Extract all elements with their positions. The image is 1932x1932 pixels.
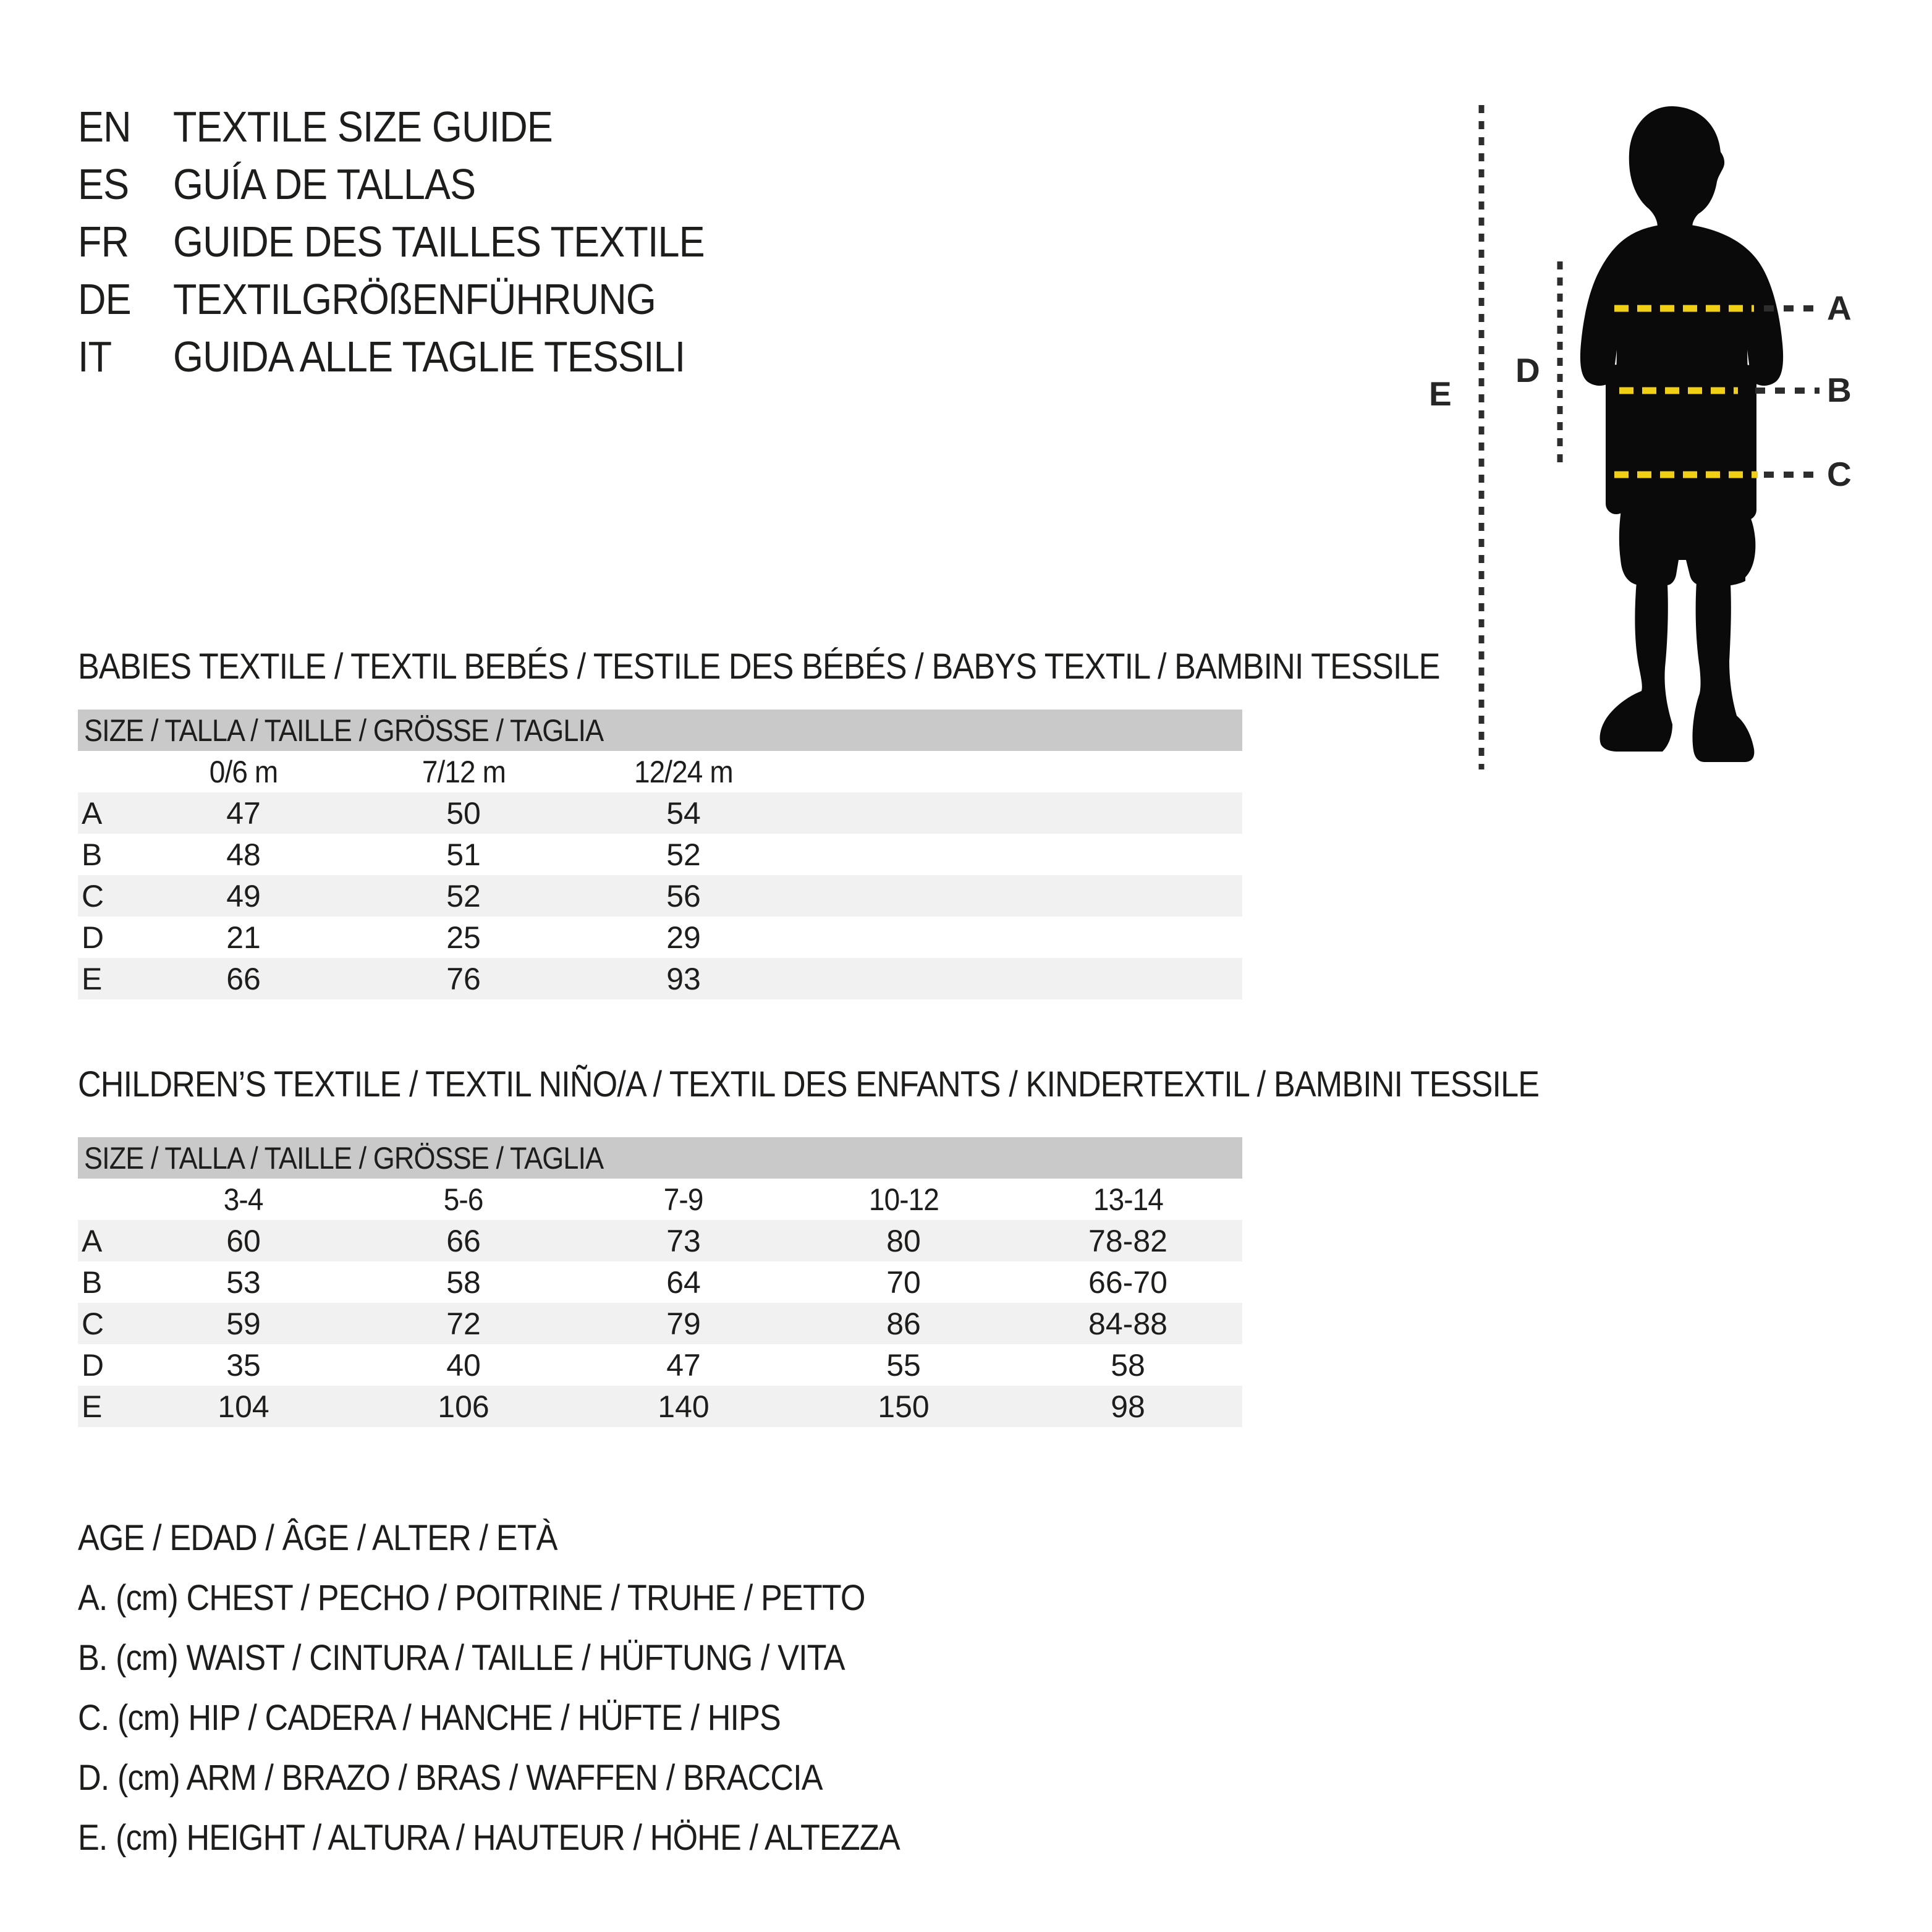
- language-title-block: [78, 98, 763, 385]
- babies-col-0-6m: 0/6 m: [209, 754, 278, 789]
- babies-size-header-text: SIZE / TALLA / TAILLE / GRÖSSE / TAGLIA: [84, 713, 604, 748]
- table-cell: 40: [446, 1347, 481, 1383]
- table-cell: 93: [666, 961, 701, 996]
- measurement-legend: [78, 1508, 991, 1868]
- table-cell: 66: [446, 1223, 481, 1258]
- child-silhouette: [1580, 106, 1783, 762]
- children-col-7-9: 7-9: [664, 1182, 703, 1217]
- legend-chest-text: A. (cm) CHEST / PECHO / POITRINE / TRUHE / PETTO: [78, 1578, 865, 1618]
- table-cell: 55: [886, 1347, 921, 1383]
- table-cell: 150: [878, 1389, 930, 1424]
- table-cell: 58: [446, 1265, 481, 1300]
- children-column-header: [574, 1182, 794, 1218]
- legend-height-text: E. (cm) HEIGHT / ALTURA / HAUTEUR / HÖHE / ALTEZZA: [78, 1818, 900, 1858]
- table-cell: 80: [886, 1223, 921, 1258]
- measure-label-c: C: [1827, 455, 1852, 493]
- table-cell: 21: [226, 920, 261, 955]
- legend-arm-text: D. (cm) ARM / BRAZO / BRAS / WAFFEN / BRACCIA: [78, 1758, 823, 1798]
- children-size-header-text: SIZE / TALLA / TAILLE / GRÖSSE / TAGLIA: [84, 1140, 604, 1176]
- table-cell: 79: [666, 1306, 701, 1341]
- silhouette-head: [1629, 106, 1724, 227]
- silhouette-left-arm: [1606, 365, 1627, 514]
- page-title-fr: GUIDE DES TAILLES TEXTILE: [173, 217, 705, 266]
- legend-line-height: [78, 1808, 991, 1868]
- measure-label-b: B: [1827, 371, 1852, 409]
- table-cell: 70: [886, 1265, 921, 1300]
- table-cell: 106: [438, 1389, 489, 1424]
- children-col-5-6: 5-6: [444, 1182, 483, 1217]
- page-title-de: TEXTILGRÖßENFÜHRUNG: [173, 274, 656, 323]
- children-column-header-row: [78, 1179, 1242, 1220]
- table-cell: 35: [226, 1347, 261, 1383]
- table-row: [78, 834, 1242, 875]
- legend-hip-text: C. (cm) HIP / CADERA / HANCHE / HÜFTE / HIPS: [78, 1698, 781, 1738]
- row-label: A: [82, 795, 103, 831]
- row-label: E: [82, 1389, 103, 1424]
- language-code-en: EN: [78, 102, 131, 151]
- legend-line-waist: [78, 1628, 991, 1688]
- table-cell: 50: [446, 795, 481, 831]
- language-code-es: ES: [78, 159, 129, 208]
- table-cell: 49: [226, 878, 261, 913]
- table-row: [78, 1344, 1242, 1386]
- children-section-title-text: CHILDREN’S TEXTILE / TEXTIL NIÑO/A / TEXTIL DES ENFANTS / KINDERTEXTIL / BAMBINI TESSILE: [78, 1064, 1540, 1104]
- table-cell: 104: [218, 1389, 269, 1424]
- language-row-de: [78, 270, 763, 328]
- measure-label-d: D: [1515, 351, 1540, 389]
- language-row-en: [78, 98, 763, 155]
- table-row: [78, 1220, 1242, 1261]
- legend-line-age: [78, 1508, 991, 1568]
- table-cell: 84-88: [1088, 1306, 1167, 1341]
- children-size-table: [78, 1137, 1242, 1427]
- row-label: C: [82, 878, 104, 913]
- table-cell: 66: [226, 961, 261, 996]
- table-row: [78, 792, 1242, 834]
- measure-label-e: E: [1429, 375, 1452, 413]
- table-row: [78, 875, 1242, 917]
- table-row: [78, 917, 1242, 958]
- children-section-title: [78, 1064, 1701, 1104]
- table-cell: 64: [666, 1265, 701, 1300]
- table-cell: 56: [666, 878, 701, 913]
- children-col-10-12: 10-12: [868, 1182, 939, 1217]
- row-label: D: [82, 1347, 104, 1383]
- row-label: B: [82, 1265, 103, 1300]
- children-column-header: [794, 1182, 1014, 1218]
- babies-col-12-24m: 12/24 m: [634, 754, 733, 789]
- table-cell: 29: [666, 920, 701, 955]
- table-row: [78, 1386, 1242, 1427]
- legend-line-chest: [78, 1568, 991, 1628]
- silhouette-right-arm: [1735, 365, 1756, 520]
- legend-age-text: AGE / EDAD / ÂGE / ALTER / ETÀ: [78, 1518, 557, 1558]
- page-title-it: GUIDA ALLE TAGLIE TESSILI: [173, 332, 685, 381]
- babies-section-title: [78, 646, 1591, 687]
- table-cell: 51: [446, 837, 481, 872]
- babies-column-header-row: [78, 751, 1242, 792]
- table-cell: 25: [446, 920, 481, 955]
- children-col-13-14: 13-14: [1093, 1182, 1163, 1217]
- language-row-fr: [78, 213, 763, 270]
- table-cell: 86: [886, 1306, 921, 1341]
- children-col-3-4: 3-4: [224, 1182, 263, 1217]
- table-cell: 59: [226, 1306, 261, 1341]
- babies-section-title-text: BABIES TEXTILE / TEXTIL BEBÉS / TESTILE DES BÉBÉS / BABYS TEXTIL / BAMBINI TESSILE: [78, 646, 1440, 687]
- child-silhouette-figure: [1409, 87, 1860, 803]
- silhouette-right-leg-shoe: [1692, 581, 1754, 762]
- language-code-de: DE: [78, 274, 131, 323]
- table-cell: 76: [446, 961, 481, 996]
- babies-size-header-bar: [78, 710, 1242, 751]
- babies-column-header: [574, 754, 794, 790]
- language-code-fr: FR: [78, 217, 129, 266]
- table-cell: 47: [666, 1347, 701, 1383]
- table-cell: 60: [226, 1223, 261, 1258]
- legend-line-arm: [78, 1748, 991, 1808]
- table-cell: 48: [226, 837, 261, 872]
- row-label: A: [82, 1223, 103, 1258]
- language-row-it: [78, 328, 763, 385]
- table-cell: 52: [446, 878, 481, 913]
- children-column-header: [354, 1182, 574, 1218]
- page-title-en: TEXTILE SIZE GUIDE: [173, 102, 553, 151]
- table-cell: 66-70: [1088, 1265, 1167, 1300]
- table-cell: 52: [666, 837, 701, 872]
- table-cell: 72: [446, 1306, 481, 1341]
- children-size-header-bar: [78, 1137, 1242, 1179]
- row-label: B: [82, 837, 103, 872]
- legend-line-hip: [78, 1688, 991, 1748]
- row-label: C: [82, 1306, 104, 1341]
- page-title-es: GUÍA DE TALLAS: [173, 159, 476, 208]
- table-cell: 140: [658, 1389, 710, 1424]
- row-label: E: [82, 961, 103, 996]
- babies-size-table: [78, 710, 1242, 999]
- table-row: [78, 1303, 1242, 1344]
- babies-column-header: [354, 754, 574, 790]
- language-code-it: IT: [78, 332, 112, 381]
- measure-label-a: A: [1827, 289, 1852, 327]
- row-label: D: [82, 920, 104, 955]
- silhouette-left-leg-shoe: [1600, 581, 1673, 752]
- children-column-header: [133, 1182, 354, 1218]
- table-cell: 78-82: [1088, 1223, 1167, 1258]
- table-row: [78, 1261, 1242, 1303]
- babies-col-7-12m: 7/12 m: [422, 754, 506, 789]
- table-cell: 98: [1111, 1389, 1145, 1424]
- table-row: [78, 958, 1242, 999]
- legend-waist-text: B. (cm) WAIST / CINTURA / TAILLE / HÜFTUNG / VITA: [78, 1638, 845, 1678]
- language-row-es: [78, 155, 763, 213]
- babies-column-header: [133, 754, 354, 790]
- table-cell: 53: [226, 1265, 261, 1300]
- table-cell: 47: [226, 795, 261, 831]
- silhouette-shorts: [1619, 506, 1756, 586]
- measurement-diagram: [1409, 87, 1928, 803]
- children-column-header: [1014, 1182, 1242, 1218]
- table-cell: 58: [1111, 1347, 1145, 1383]
- table-cell: 73: [666, 1223, 701, 1258]
- table-cell: 54: [666, 795, 701, 831]
